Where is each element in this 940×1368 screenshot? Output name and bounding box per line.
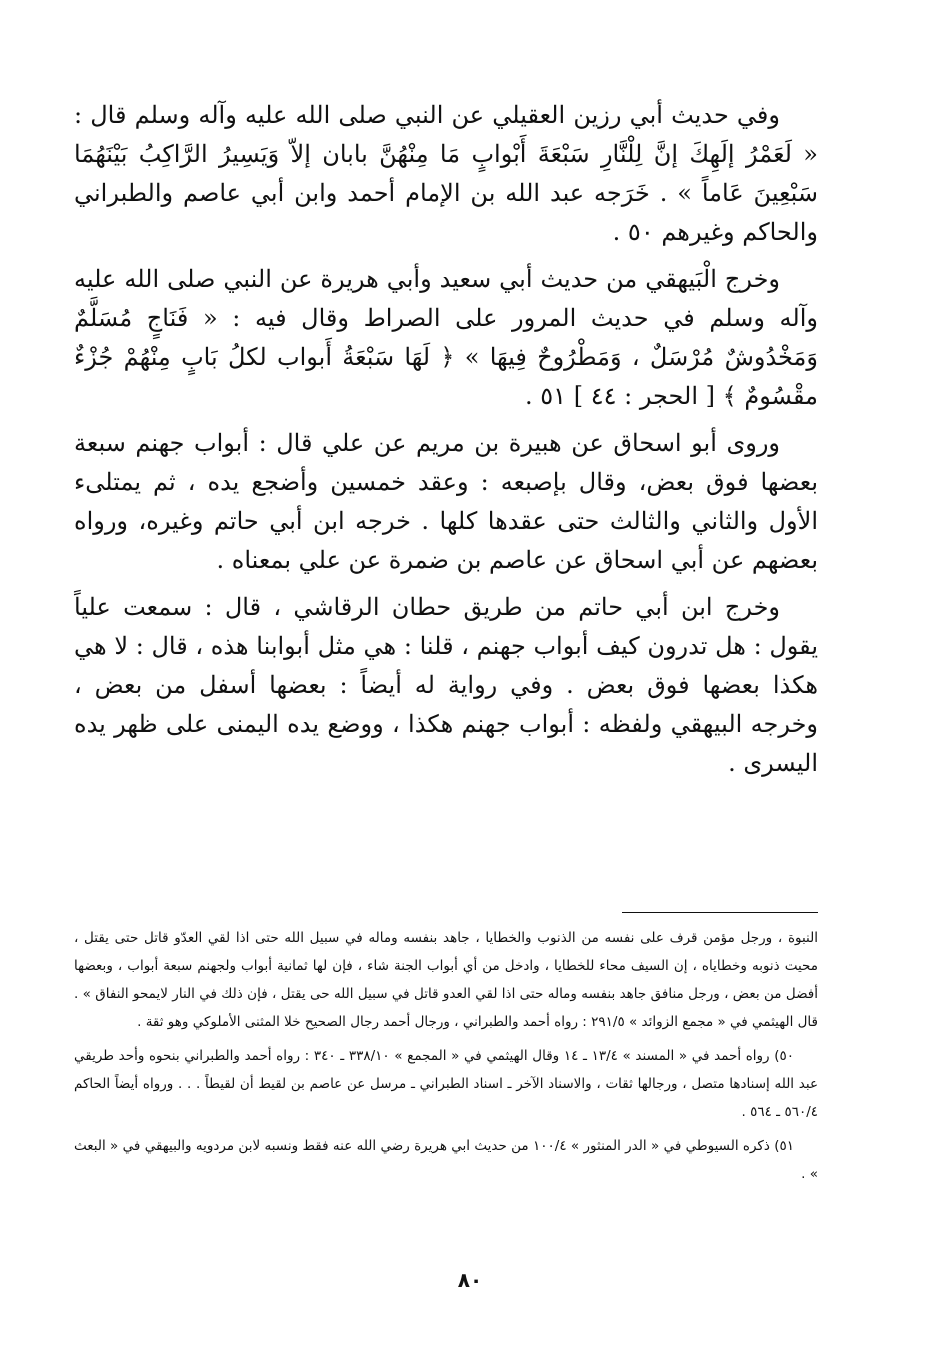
paragraph-3: وروى أبو اسحاق عن هبيرة بن مريم عن علي قال : أبواب جهنم سبعة بعضها فوق بعض، وقال بإصبعه : وعقد خمسين وأضجع يده ، ثم يمتلىء الأول والثاني والثالث حتى عقدها كلها . خرجه ابن أبي حاتم وغيره، ورواه بعضهم عن أبي اسحاق عن عاصم بن ضمرة عن علي بمعناه . bbox=[74, 429, 818, 574]
footnote-separator bbox=[622, 912, 818, 913]
page-number: ٨٠ bbox=[457, 1268, 483, 1292]
main-text bbox=[74, 96, 818, 791]
footnote-50: ٥٠) رواه أحمد في « المسند » ١٣/٤ ـ ١٤ وقال الهيثمي في « المجمع » ٣٣٨/١٠ ـ ٣٤٠ : رواه أحمد والطبراني بنحوه وأحد طريقي عبد الله إسنادها متصل ، ورجالها ثقات ، والاسناد الآخر ـ اسناد الطبراني ـ مرسل عن عاصم بن لقيط أن لقيطاً . . . ورواه أيضاً الحاكم ٥٦٠/٤ ـ ٥٦٤ . bbox=[74, 1048, 818, 1120]
paragraph-4: وخرج ابن أبي حاتم من طريق حطان الرقاشي ، قال : سمعت علياً يقول : هل تدرون كيف أبواب جهنم ، قلنا : هي مثل أبوابنا هذه ، قال : لا هي هكذا بعضها فوق بعض . وفي رواية له أيضاً : بعضها أسفل من بعض ، وخرجه البيهقي ولفظه : أبواب جهنم هكذا ، ووضع يده اليمنى على ظهر يده اليسرى . bbox=[74, 593, 819, 777]
footnotes bbox=[74, 924, 818, 1194]
paragraph-1: وفي حديث أبي رزين العقيلي عن النبي صلى الله عليه وآله وسلم قال : « لَعَمْرُ إلَهِكَ إنَّ لِلْنَّارِ سَبْعَةَ أَبْوابٍ مَا مِنْهُنَّ بابان إلاّ وَيَسِيرُ الرَّاكِبُ بَيْنَهُمَا سَبْعِينَ عَاماً » . خَرَجه عبد الله بن الإمام أحمد وابن أبي عاصم والطبراني والحاكم وغيرهم ٥٠ . bbox=[74, 101, 818, 246]
footnote-continuation: النبوة ، ورجل مؤمن قرف على نفسه من الذنوب والخطايا ، جاهد بنفسه وماله في سبيل الله حتى اذا لقي العدّو قاتل حتى يقتل ، محيت ذنوبه وخطاياه ، إن السيف محاء للخطايا ، وادخل من أي أبواب الجنة شاء ، فإن لها ثمانية أبواب ولجهنم سبعة أبواب ، وبعضها أفضل من بعض ، ورجل منافق جاهد بنفسه وماله حتى اذا لقي العدو قاتل في سبيل الله حى يقتل ، فإن ذلك في النار لايمحو النفاق » . قال الهيثمي في « مجمع الزوائد » ٢٩١/٥ : رواه أحمد والطبراني ، ورجال أحمد رجال الصحيح خلا المثنى الأملوكي وهو ثقة . bbox=[74, 930, 818, 1030]
footnote-51: ٥١) ذكره السيوطي في « الدر المنثور » ١٠٠/٤ من حديث ابي هريرة رضي الله عنه فقط ونسبه لابن مردويه والبيهقي في « البعث » . bbox=[74, 1138, 818, 1182]
paragraph-2: وخرج الْبَيهقي من حديث أبي سعيد وأبي هريرة عن النبي صلى الله عليه وآله وسلم في حديث المرور على الصراط وقال فيه : « فَنَاجٍ مُسَلَّمٌ وَمَخْدُوشٌ مُرْسَلٌ ، وَمَطْرُوحٌ فِيهَا » ﴿ لَهَا سَبْعَةُ أَبواب لكلُ بَابٍ مِنْهُمْ جُزْءٌ مقْسُومٌ ﴾ [ الحجر : ٤٤ ] ٥١ . bbox=[74, 265, 818, 410]
